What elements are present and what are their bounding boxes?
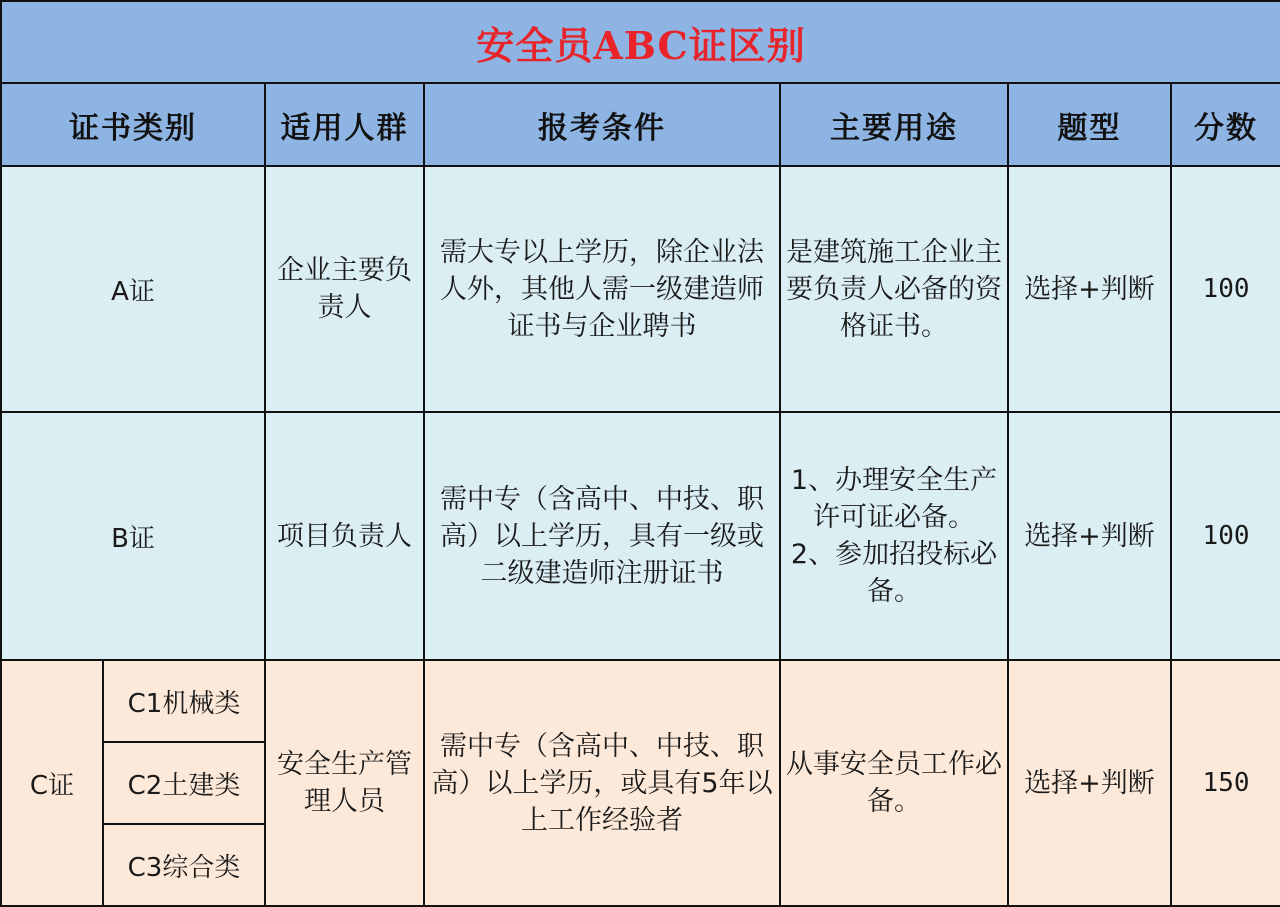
header-score: 分数 [1171,83,1280,166]
category-c: C证 [1,660,103,906]
header-usage: 主要用途 [780,83,1008,166]
conditions-a: 需大专以上学历，除企业法人外，其他人需一级建造师证书与企业聘书 [424,166,780,412]
header-conditions: 报考条件 [424,83,780,166]
score-c: 150 [1171,660,1280,906]
usage-b-line2: 2、参加招投标必备。 [790,539,998,607]
usage-c: 从事安全员工作必备。 [780,660,1008,906]
usage-b [780,412,1008,660]
question-type-b: 选择+判断 [1008,412,1171,660]
people-a: 企业主要负责人 [265,166,424,412]
table-row-c1 [1,660,1280,742]
subcategory-c2: C2土建类 [103,742,265,824]
score-b: 100 [1171,412,1280,660]
header-question-type: 题型 [1008,83,1171,166]
question-type-c: 选择+判断 [1008,660,1171,906]
subcategory-c1: C1机械类 [103,660,265,742]
conditions-c: 需中专（含高中、中技、职高）以上学历，或具有5年以上工作经验者 [424,660,780,906]
header-category: 证书类别 [1,83,265,166]
usage-a: 是建筑施工企业主要负责人必备的资格证书。 [780,166,1008,412]
header-row [1,83,1280,166]
usage-b-line1: 1、办理安全生产许可证必备。 [790,465,998,533]
question-type-a: 选择+判断 [1008,166,1171,412]
category-a: A证 [1,166,265,412]
header-people: 适用人群 [265,83,424,166]
subcategory-c3: C3综合类 [103,824,265,906]
conditions-b: 需中专（含高中、中技、职高）以上学历，具有一级或二级建造师注册证书 [424,412,780,660]
table-row-b [1,412,1280,660]
table-row-a [1,166,1280,412]
category-b: B证 [1,412,265,660]
table-title: 安全员ABC证区别 [1,1,1280,83]
people-c: 安全生产管理人员 [265,660,424,906]
score-a: 100 [1171,166,1280,412]
people-b: 项目负责人 [265,412,424,660]
